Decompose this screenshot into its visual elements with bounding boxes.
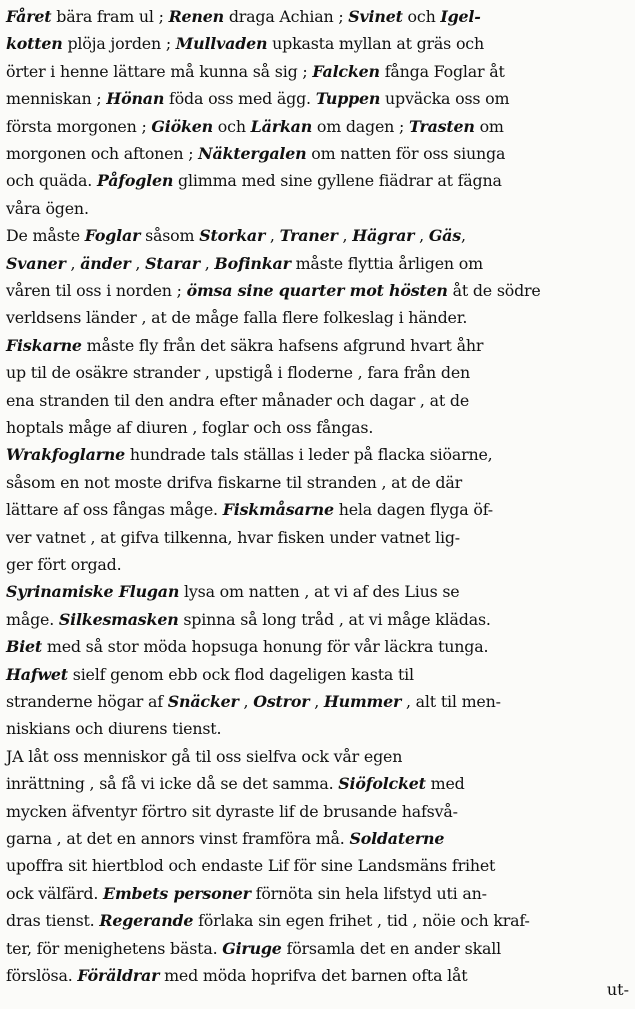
text-line [6,495,622,524]
text-segment: , [309,692,324,711]
text-line [6,358,622,387]
text-line [6,906,622,935]
italic-term: Falcken [312,61,380,81]
italic-term: Biet [6,637,43,657]
italic-term: Näktergalen [198,144,307,163]
text-segment: garna , at det en annors vinst framföra må. [6,829,350,848]
italic-term: Regerande [99,911,194,931]
text-line [6,166,622,195]
text-segment: , [265,226,280,246]
text-segment: morgonen och aftonen ; [6,144,199,163]
text-line [6,879,622,908]
italic-term: Foglar [84,226,141,246]
italic-term: kotten [6,34,63,54]
text-line [6,632,622,661]
text-line [6,276,622,305]
text-segment: med så stor möda hopsuga honung för vår läckra tunga. [42,637,489,657]
text-segment: , [65,253,81,273]
text-segment: församla det en ander skall [281,938,501,958]
italic-term: Siöfolcket [338,774,426,794]
italic-term: Syrinamiske Flugan [6,582,180,602]
text-line [6,57,622,86]
text-segment: första morgonen ; [6,116,152,136]
text-segment: föda oss med ägg. [164,89,316,109]
italic-term: Gäs [428,226,461,246]
text-segment: glimma med sine gyllene fiädrar at fägna [173,171,502,191]
text-segment: niskians och diurens tienst. [6,719,222,739]
text-segment: ter, för menighetens bästa. [6,938,223,958]
text-segment: förnöta sin hela lifstyd uti an- [250,883,487,903]
text-segment: och [212,116,251,136]
text-line [6,687,622,716]
text-segment: lättare af oss fångas måge. [6,500,223,520]
italic-term: Hönan [106,89,165,109]
text-line [6,961,622,990]
text-segment: bära fram ul ; [51,7,169,26]
italic-term: Silkesmasken [58,609,179,629]
text-segment: våra ögen. [6,198,89,218]
text-segment: , [130,253,146,273]
text-segment: upväcka oss om [380,89,510,109]
text-line [6,29,622,58]
text-segment: , [414,226,429,246]
italic-term: Föräldrar [77,966,160,985]
italic-term: Giruge [222,938,282,958]
text-segment: om dagen ; [312,116,410,136]
text-line [6,742,622,771]
text-segment: med [425,774,465,794]
text-line [6,660,622,689]
italic-term: Embets personer [103,883,251,903]
italic-term: Trasten [409,116,475,136]
text-segment: ger fört orgad. [6,555,122,574]
italic-term: Svinet [348,7,403,26]
text-line [6,714,622,743]
text-line [6,440,622,469]
text-segment: våren til oss i norden ; [6,281,187,300]
text-segment: örter i henne lättare må kunna så sig ; [6,61,313,81]
text-line [6,386,622,415]
text-segment: inrättning , så få vi icke då se det samma. [6,774,339,794]
text-segment: menniskan ; [6,89,107,109]
italic-term: Fåret [6,7,52,26]
italic-term: ömsa sine quarter mot hösten [186,281,448,300]
text-segment: mycken äfventyr förtro sit dyraste lif de brusande hafsvå- [6,801,458,821]
text-line [6,413,622,442]
italic-term: Mullvaden [175,34,268,54]
text-line [6,824,622,853]
italic-term: Tuppen [315,89,381,109]
text-segment: hundrade tals ställas i leder på flacka siöarne, [125,445,493,465]
text-line [6,249,622,278]
text-segment: upkasta myllan at gräs och [267,34,484,54]
text-segment: ver vatnet , at gifva tilkenna, hvar fisken under vatnet lig- [6,527,460,547]
italic-term: Lärkan [250,116,313,136]
text-segment: , [460,226,466,246]
text-line [6,303,622,332]
italic-term: Giöken [151,116,213,136]
text-segment: lysa om natten , at vi af des Lius se [179,582,460,602]
italic-term: Snäcker [167,692,239,711]
text-line [6,194,622,223]
italic-term: Traner [279,226,338,246]
text-line [6,221,622,250]
italic-term: Igel- [440,7,481,26]
text-segment: upoffra sit hiertblod och endaste Lif för sine Landsmäns frihet [6,856,496,876]
text-segment: draga Achian ; [223,7,349,26]
text-segment: åt de södre [447,281,541,300]
text-line [6,851,622,880]
text-line [6,523,622,552]
text-line [6,331,622,360]
text-segment: om natten för oss siunga [306,144,506,163]
text-line [6,769,622,798]
text-segment: stranderne högar af [6,692,168,711]
text-line [6,577,622,606]
catchword: ut- [606,980,629,999]
italic-term: Fiskmåsarne [222,500,334,520]
text-line [6,112,622,141]
italic-term: Påfoglen [96,171,174,191]
text-segment: plöja jorden ; [62,34,176,54]
text-segment: och quäda. [6,171,97,191]
text-segment: ena stranden til den andra efter månader och dagar , at de [6,390,470,410]
text-segment: JA låt oss menniskor gå til oss sielfva ock vår egen [6,746,403,766]
text-segment: hoptals måge af diuren , foglar och oss fångas. [6,418,374,437]
text-segment: med möda hoprifva det barnen ofta låt [159,966,468,985]
text-segment: såsom en not moste drifva fiskarne til stranden , at de där [6,472,462,492]
text-line [6,797,622,826]
italic-term: Starar [145,253,200,273]
text-segment: måste flyttia årligen om [290,253,483,273]
italic-term: Fiskarne [6,335,82,355]
italic-term: Hafwet [6,664,68,684]
text-line [6,2,622,31]
italic-term: Svaner [6,253,66,273]
text-segment: såsom [140,226,200,246]
text-segment: och [402,7,441,26]
text-segment: up til de osäkre strander , upstigå i floderne , fara från den [6,363,471,383]
text-segment: fånga Foglar åt [379,61,505,81]
italic-term: Storkar [199,226,266,246]
italic-term: Hummer [323,692,402,711]
italic-term: änder [80,253,131,273]
text-line [6,605,622,634]
text-segment: förslösa. [6,966,78,985]
text-segment: dras tienst. [6,911,100,931]
italic-term: Bofinkar [214,253,291,273]
text-segment: , [337,226,353,246]
text-segment: verldsens länder , at de måge falla flere folkeslag i händer. [6,308,468,328]
text-line [6,468,622,497]
italic-term: Hägrar [352,226,415,246]
text-line [6,934,622,963]
text-segment: spinna så long tråd , at vi måge klädas. [178,609,491,629]
text-segment: De måste [6,226,85,246]
text-segment: , alt til men- [401,692,501,711]
text-segment: måge. [6,609,59,629]
italic-term: Wrakfoglarne [6,445,126,465]
text-segment: , [238,692,254,711]
text-segment: måste fly från det säkra hafsens afgrund hvart åhr [81,335,484,355]
text-line [6,550,622,579]
text-segment: förlaka sin egen frihet , tid , nöie och kraf- [193,911,530,931]
text-line [6,139,622,168]
text-segment: om [474,116,504,136]
italic-term: Ostror [253,692,310,711]
text-segment: ock välfärd. [6,883,104,903]
text-line [6,84,622,113]
text-segment: sielf genom ebb ock flod dageligen kasta til [67,664,414,684]
italic-term: Soldaterne [349,829,445,848]
text-segment: hela dagen flyga öf- [333,500,493,520]
text-segment: , [199,253,215,273]
italic-term: Renen [168,7,224,26]
